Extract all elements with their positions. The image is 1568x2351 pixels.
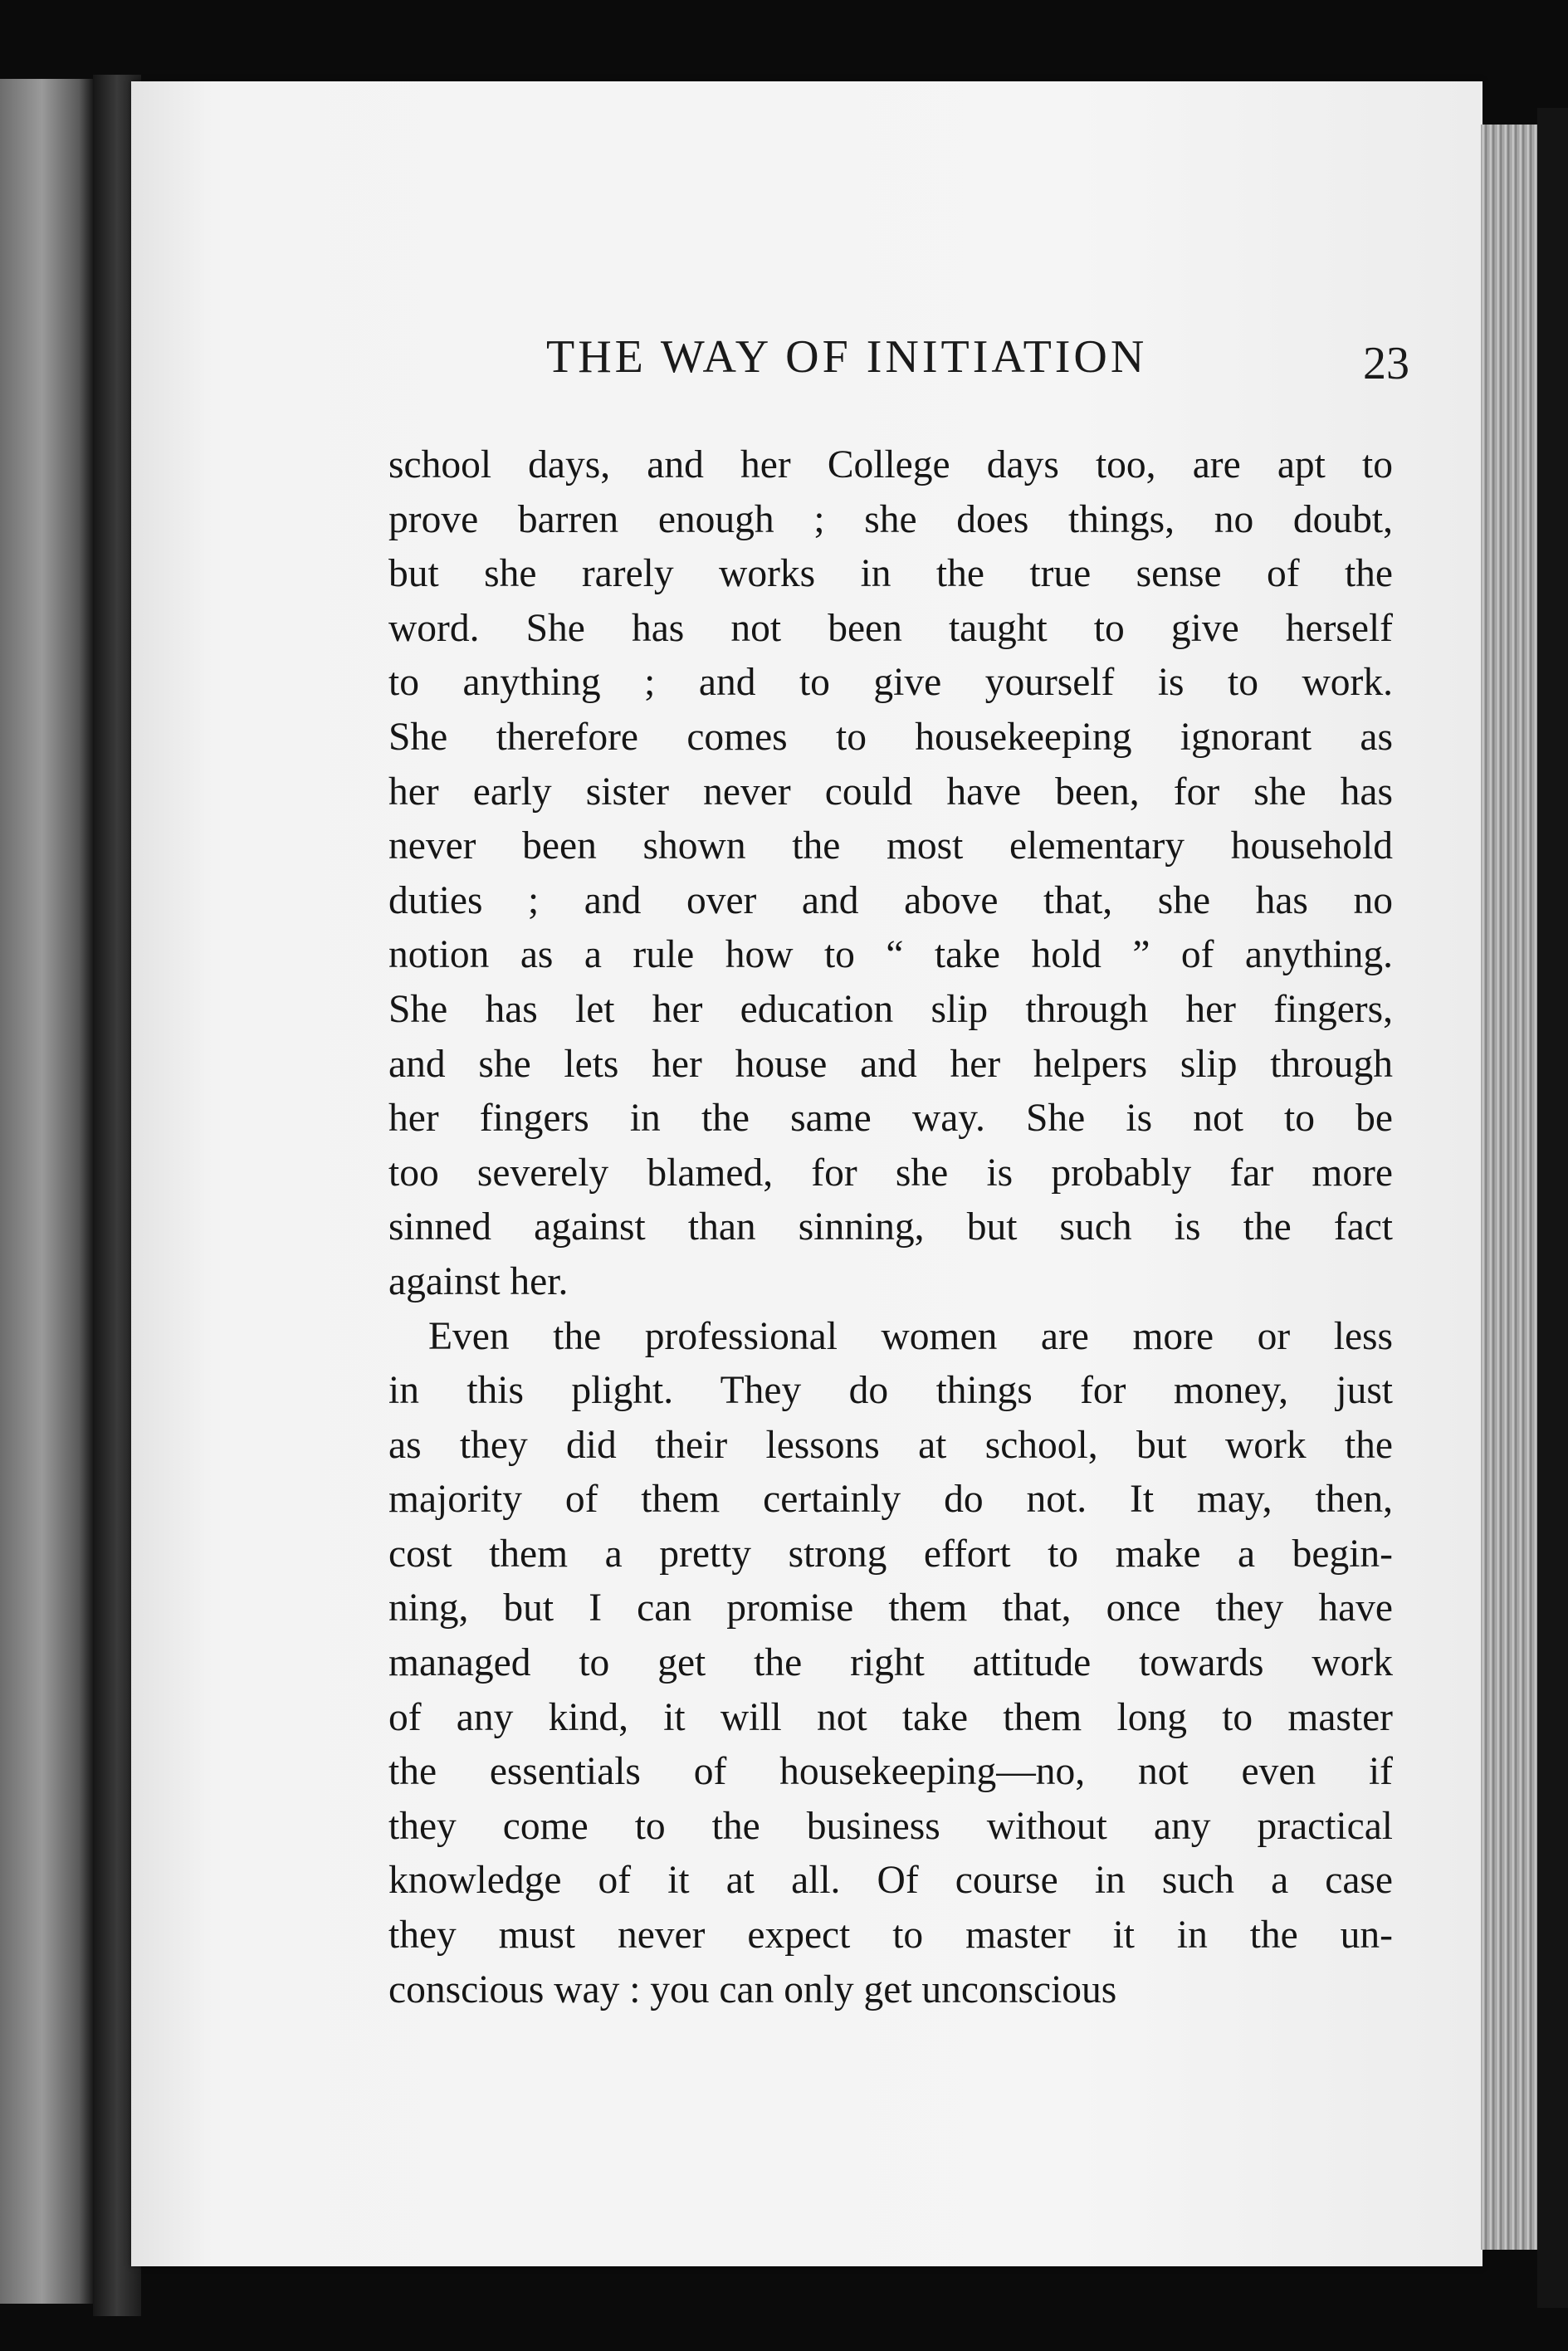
text-line: notion as a rule how to “ take hold ” of anything. [388, 933, 1393, 977]
text-line: duties ; and over and above that, she has no [388, 878, 1393, 922]
running-head: THE WAY OF INITIATION [546, 331, 1148, 383]
text-line: too severely blamed, for she is probably far more [388, 1151, 1393, 1195]
text-line: and she lets her house and her helpers slip through [388, 1042, 1393, 1086]
text-line: they must never expect to master it in the un- [388, 1914, 1393, 1958]
text-line: word. She has not been taught to give herself [388, 606, 1393, 650]
text-line: prove barren enough ; she does things, no doubt, [388, 497, 1393, 541]
text-line: cost them a pretty strong effort to make a begin- [388, 1532, 1393, 1576]
text-line: they come to the business without any practical [388, 1804, 1393, 1848]
text-line: as they did their lessons at school, but work the [388, 1423, 1393, 1467]
page-header [546, 330, 1409, 397]
paragraph [388, 1310, 1393, 2018]
text-line: conscious way : you can only get unconscious [388, 1967, 1117, 2011]
page-number: 23 [1363, 338, 1409, 389]
text-line: managed to get the right attitude towards work [388, 1641, 1393, 1685]
text-line: in this plight. They do things for money, just [388, 1369, 1393, 1413]
text-line: the essentials of housekeeping—no, not even if [388, 1750, 1393, 1794]
text-line: to anything ; and to give yourself is to work. [388, 661, 1393, 705]
text-line: school days, and her College days too, are apt to [388, 443, 1393, 486]
facing-page-edge [0, 79, 93, 2304]
text-line: her early sister never could have been, for she has [388, 770, 1393, 814]
page-stack-edge [1481, 125, 1539, 2250]
text-line: Even the professional women are more or less [428, 1314, 1393, 1358]
text-line: never been shown the most elementary household [388, 824, 1393, 868]
text-line: of any kind, it will not take them long to master [388, 1695, 1393, 1739]
paragraph [388, 438, 1393, 1310]
text-line: majority of them certainly do not. It may, then, [388, 1478, 1393, 1522]
text-line: ning, but I can promise them that, once they have [388, 1586, 1393, 1630]
cover-edge [1537, 108, 1568, 2308]
body-text [388, 438, 1393, 2017]
text-line: She has let her education slip through her fingers, [388, 987, 1393, 1031]
text-line: She therefore comes to housekeeping ignorant as [388, 715, 1393, 759]
text-line: sinned against than sinning, but such is the fact [388, 1205, 1393, 1249]
text-line: knowledge of it at all. Of course in such a case [388, 1859, 1393, 1903]
text-line: but she rarely works in the true sense of the [388, 552, 1393, 596]
text-line: her fingers in the same way. She is not to be [388, 1097, 1393, 1141]
text-line: against her. [388, 1259, 569, 1303]
book-page [131, 81, 1483, 2266]
